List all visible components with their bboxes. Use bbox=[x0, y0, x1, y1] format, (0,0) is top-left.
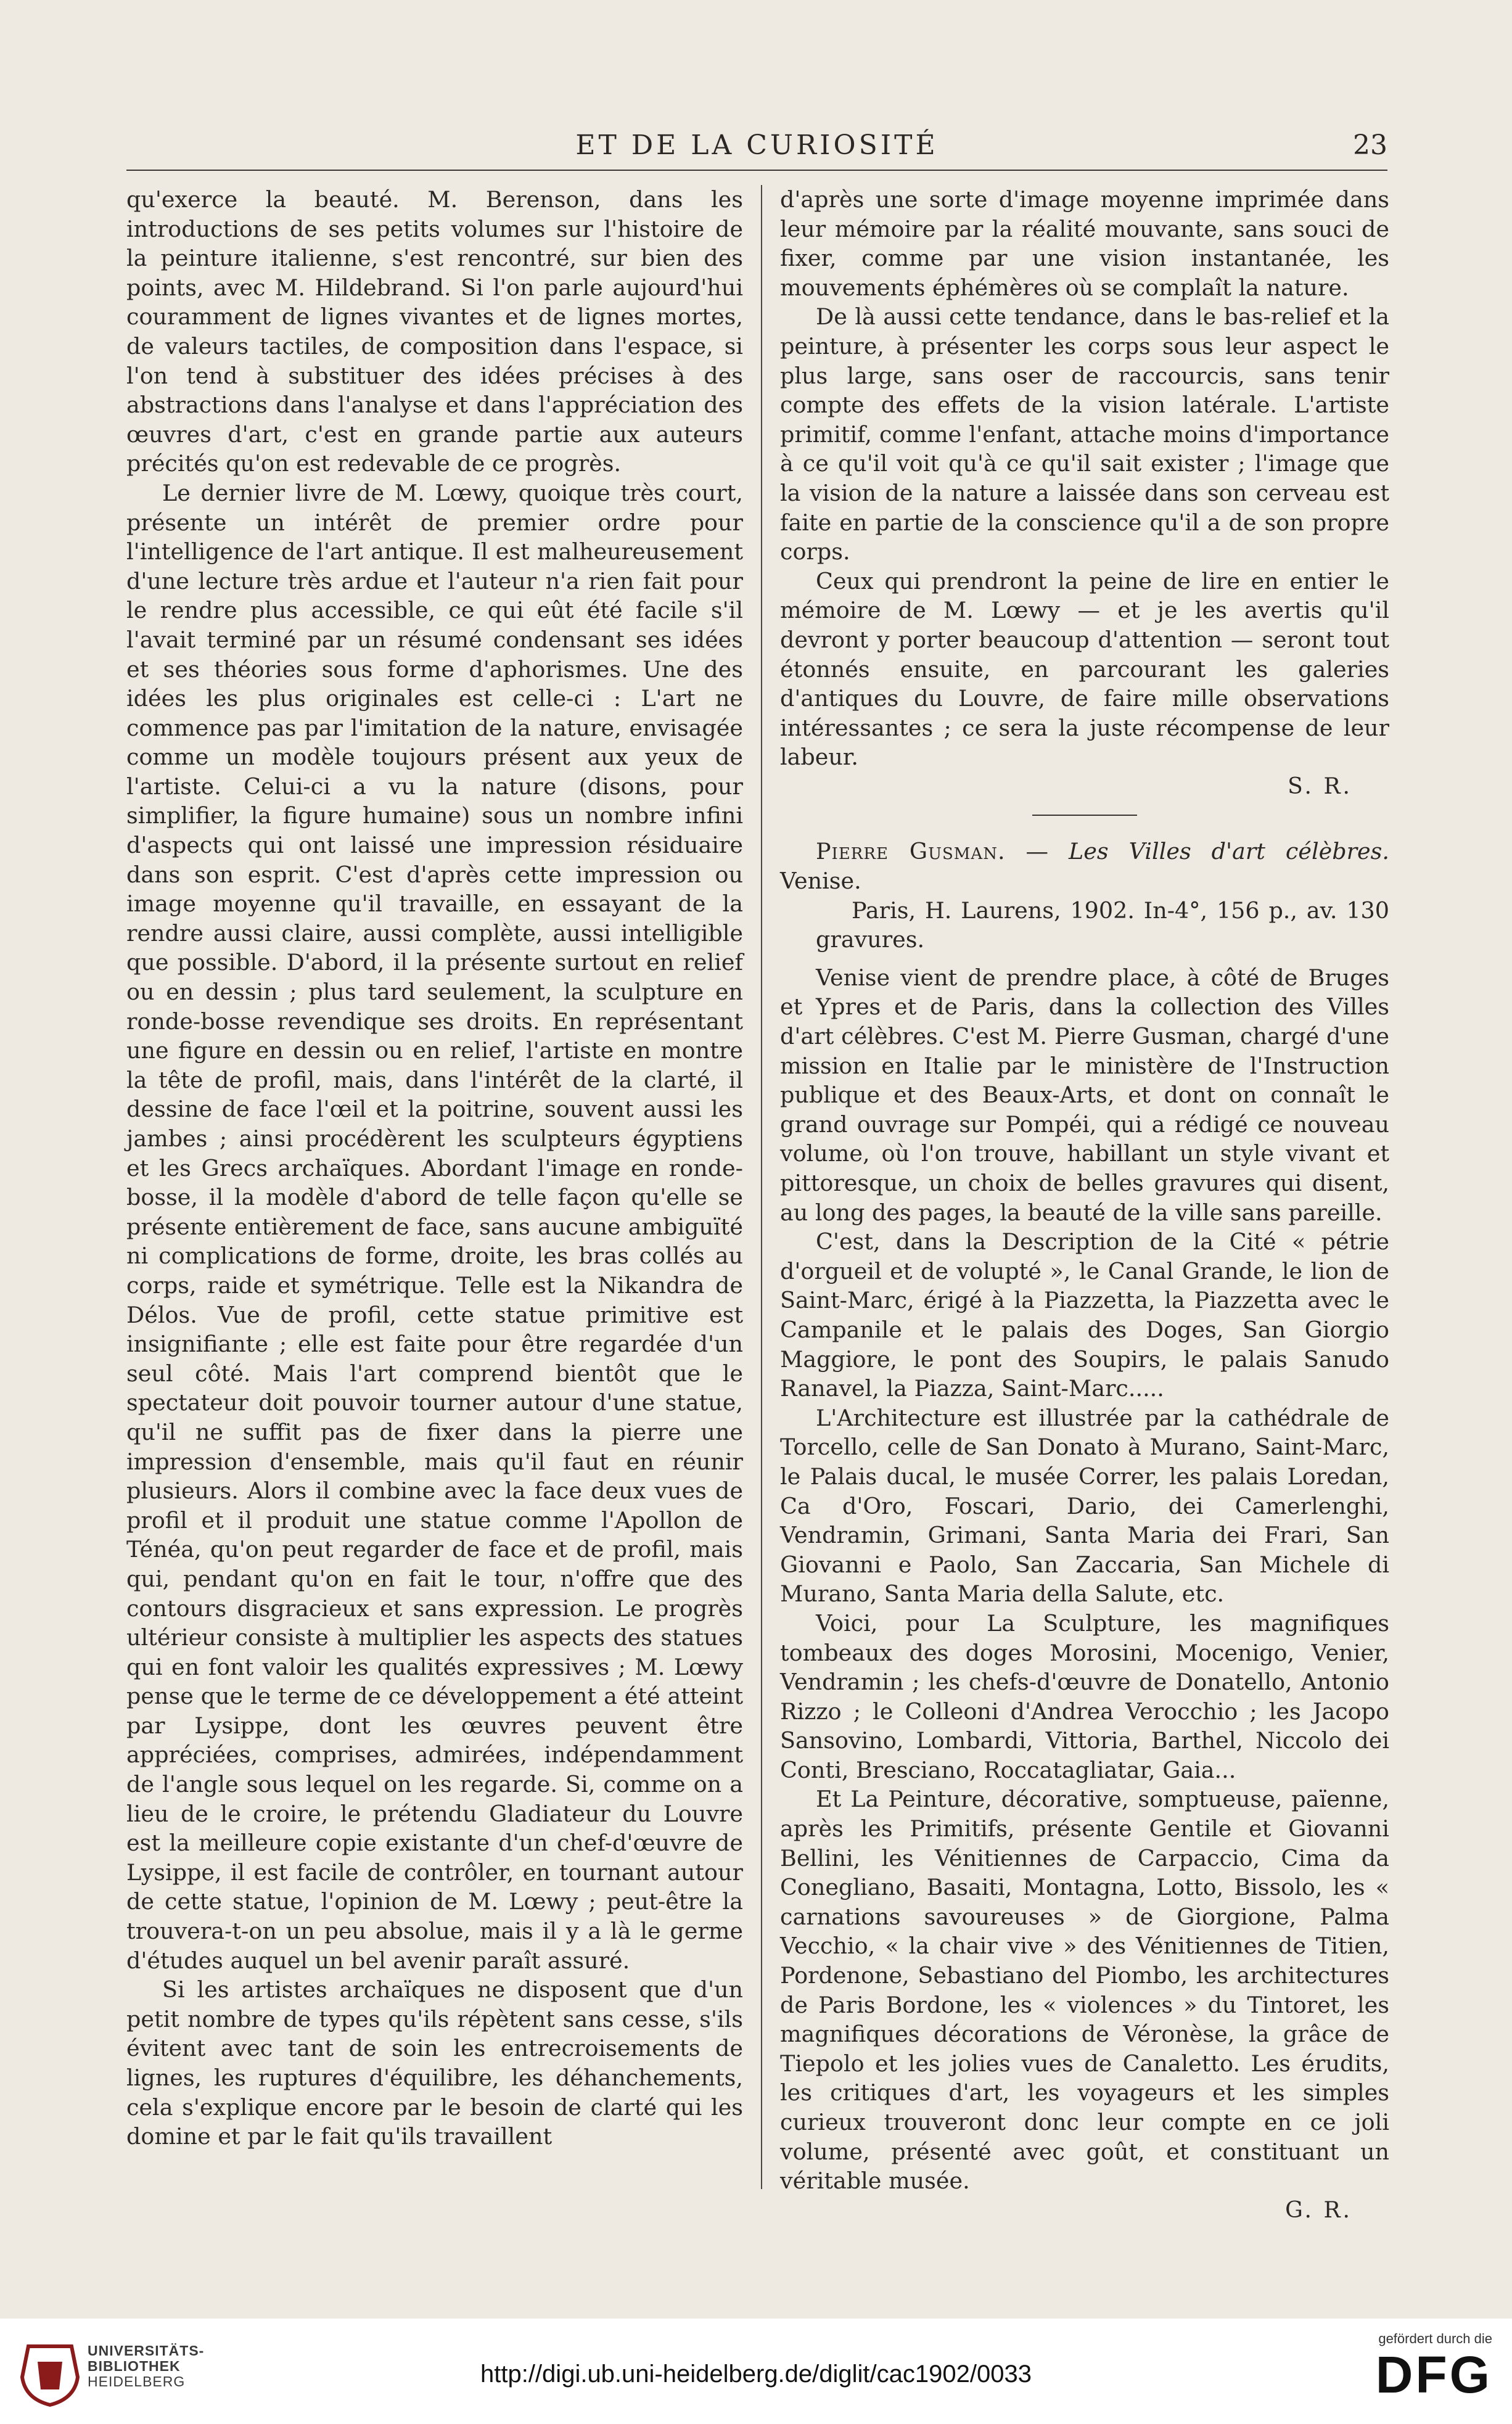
left-paragraph-2: Le dernier livre de M. Lœwy, quoique très court, présente un intérêt de premier ordre pour l'intelligence de l'art antique. Il est malheureusement d'une lecture très ardue et l'auteur n'a rien fait pour le rendre plus accessible, ce qui eût été facile s'il l'avait terminé par un résumé condensant ses idées et ses théories sous forme d'aphorismes. Une des idées les plus originales est celle-ci : L'art ne commence pas par l'imitation de la nature, envisagée comme un modèle toujours présent aux yeux de l'artiste. Celui-ci a vu la nature (disons, pour simplifier, la figure humaine) sous un nombre infini d'aspects qui ont laissé une impression résiduaire dans son esprit. C'est d'après cette impression ou image moyenne qu'il travaille, en essayant de la rendre aussi claire, aussi complète, aussi intelligible que possible. D'abord, il la présente surtout en relief ou en dessin ; plus tard seulement, la sculpture en ronde-bosse revendique ses droits. En représentant une figure en dessin ou en relief, l'artiste en montre la tête de profil, mais, dans l'intérêt de la clarté, il dessine de face l'œil et la poitrine, souvent aussi les jambes ; ainsi procédèrent les sculpteurs égyptiens et les Grecs archaïques. Abordant l'image en ronde-bosse, il la modèle d'abord de telle façon qu'elle se présente entièrement de face, sans aucune ambiguïté ni complications de forme, droite, les bras collés au corps, raide et symétrique. Telle est la Nikandra de Délos. Vue de profil, cette statue primitive est insignifiante ; elle est faite pour être regardée d'un seul côté. Mais l'art comprend bientôt que le spectateur doit pouvoir tourner autour d'une statue, qu'il ne suffit pas de fixer dans la pierre une impression d'ensemble, mais qu'il faut en réunir plusieurs. Alors il combine avec la face deux vues de profil et il produit une statue comme l'Apollon de Ténéa, qu'on peut regarder de face et de profil, mais qui, pendant qu'on en fait le tour, n'offre que des contours disgracieux et sans expression. Le progrès ultérieur consiste à multiplier les aspects des statues qui en font valoir les qualités expressives ; M. Lœwy pense que le terme de ce développement a été atteint par Lysippe, dont les œuvres peuvent être appréciées, comprises, admirées, indépendamment de l'angle sous lequel on les regarde. Si, comme on a lieu de le croire, le prétendu Gladiateur du Louvre est la meilleure copie existante d'un chef-d'œuvre de Lysippe, il est facile de contrôler, en tournant autour de cette statue, l'opinion de M. Lœwy ; peut-être la trouvera-t-on un peu absolue, mais il y a là le germe d'études auquel un bel avenir paraît assuré. bbox=[126, 479, 743, 1974]
right-paragraph-2: De là aussi cette tendance, dans le bas-relief et la peinture, à présenter les corps sous leur aspect le plus large, sans oser de raccourcis, sans tenir compte des effets de la vision latérale. L'artiste primitif, comme l'enfant, attache moins d'importance à ce qu'il voit qu'à ce qu'il sait exister ; l'image que la vision de la nature a laissée dans son cerveau est faite en partie de la conscience qu'il a de son propre corps. bbox=[780, 303, 1389, 565]
right-paragraph-3: Ceux qui prendront la peine de lire en entier le mémoire de M. Lœwy — et je les avertis qu'il devront y porter beaucoup d'attention — seront tout étonnés ensuite, en parcourant les galeries d'antiques du Louvre, de faire mille observations intéressantes ; ce sera la juste récompense de leur labeur. bbox=[780, 567, 1389, 771]
review-paragraph-5: Et La Peinture, décorative, somptueuse, païenne, après les Primitifs, présente Gentile et Giovanni Bellini, les Vénitiennes de Carpaccio, Cima da Conegliano, Basaiti, Montagna, Lotto, Bissolo, les « carnations savoureuses » de Giorgione, Palma Vecchio, « la chair vive » des Vénitiennes de Titien, Pordenone, Sebastiano del Piombo, les architectures de Paris Bordone, les « violences » du Tintoret, les magnifiques décorations de Véronèse, la grâce de Tiepolo et les jolies vues de Canaletto. Les érudits, les critiques d'art, les voyageurs et les simples curieux trouveront donc leur compte en ce joli volume, présenté avec goût, et constituant un véritable musée. bbox=[780, 1786, 1389, 2195]
review-paragraph-3: L'Architecture est illustrée par la cathédrale de Torcello, celle de San Donato à Murano, Saint-Marc, le Palais ducal, le musée Correr, les palais Loredan, Ca d'Oro, Foscari, Dario, dei Camerlenghi, Vendramin, Grimani, Santa Maria dei Frari, San Giovanni e Paolo, San Zaccaria, San Michele di Murano, Santa Maria della Salute, etc. bbox=[780, 1404, 1389, 1608]
source-url-link[interactable]: http://digi.ub.uni-heidelberg.de/diglit/cac1902/0033 bbox=[480, 2360, 1032, 2388]
left-paragraph-3: Si les artistes archaïques ne disposent que d'un petit nombre de types qu'ils répètent sans cesse, s'ils évitent avec tant de soin les entrecroisements de lignes, les ruptures d'équilibre, les déhanchements, cela s'explique encore par le besoin de clarté qui les domine et par le fait qu'ils travaillent bbox=[126, 1976, 743, 2150]
review-heading bbox=[780, 837, 1389, 954]
right-column bbox=[780, 185, 1389, 2225]
review-author: Pierre Gusman. bbox=[816, 838, 1006, 865]
institution-line-3: HEIDELBERG bbox=[88, 2373, 186, 2389]
column-divider bbox=[761, 185, 762, 2189]
review-details: Paris, H. Laurens, 1902. In-4°, 156 p., av. 130 gravures. bbox=[816, 897, 1389, 953]
dfg-logo: DFG bbox=[1375, 2346, 1492, 2404]
review-title: Les Villes d'art célèbres. bbox=[1069, 838, 1389, 865]
review-dash: — bbox=[1005, 838, 1069, 865]
institution-line-2: BIBLIOTHEK bbox=[88, 2358, 181, 2374]
footer-bar bbox=[0, 2319, 1512, 2424]
institution-line-1: UNIVERSITÄTS- bbox=[88, 2343, 205, 2359]
signature-gr: G. R. bbox=[1285, 2197, 1352, 2223]
page-header bbox=[126, 129, 1387, 166]
right-paragraph-1: d'après une sorte d'image moyenne imprimée dans leur mémoire par la réalité mouvante, sans souci de fixer, comme par une vision instantanée, les mouvements éphémères où se complaît la nature. bbox=[780, 186, 1389, 301]
review-paragraph-1: Venise vient de prendre place, à côté de Bruges et Ypres et de Paris, dans la collection des Villes d'art célèbres. C'est M. Pierre Gusman, chargé d'une mission en Italie par le ministère de l'Instruction publique et des Beaux-Arts, et dont on connaît le grand ouvrage sur Pompéi, qui a rédigé ce nouveau volume, où l'on trouve, habillant un style vivant et pittoresque, un choix de belles gravures qui disent, au long des pages, la beauté de la ville sans pareille. bbox=[780, 964, 1389, 1226]
signature-sr: S. R. bbox=[1288, 773, 1352, 799]
running-title: ET DE LA CURIOSITÉ bbox=[575, 129, 939, 161]
header-rule bbox=[126, 170, 1387, 171]
review-paragraph-2: C'est, dans la Description de la Cité « pétrie d'orgueil et de volupté », le Canal Grande, le lion de Saint-Marc, érigé à la Piazzetta, la Piazzetta avec le Campanile et le palais des Doges, San Giorgio Maggiore, le pont des Soupirs, le palais Sanudo Ranavel, la Piazza, Saint-Marc..... bbox=[780, 1228, 1389, 1402]
review-subject: Venise. bbox=[780, 868, 861, 895]
sponsor-block bbox=[1350, 2331, 1492, 2402]
left-paragraph-1: qu'exerce la beauté. M. Berenson, dans les introductions de ses petits volumes sur l'histoire de la peinture italienne, s'est rencontré, sur bien des points, avec M. Hildebrand. Si l'on parle aujourd'hui couramment de lignes vivantes et de lignes mortes, de valeurs tactiles, de composition dans l'espace, si l'on tend à substituer des idées précises à des abstractions dans l'analyse et dans l'appréciation des œuvres d'art, c'est en grande partie aux auteurs précités qu'on est redevable de ce progrès. bbox=[126, 186, 743, 477]
page-number: 23 bbox=[1353, 129, 1387, 161]
left-column bbox=[126, 185, 743, 2151]
review-paragraph-4: Voici, pour La Sculpture, les magnifiques tombeaux des doges Morosini, Mocenigo, Venier, Vendramin ; les chefs-d'œuvre de Donatello, Antonio Rizzo ; le Colleoni d'Andrea Verocchio ; les Jacopo Sansovino, Lombardi, Vittoria, Barthel, Niccolo dei Conti, Bresciano, Roccatagliatar, Gaia... bbox=[780, 1609, 1389, 1783]
section-separator bbox=[1032, 815, 1137, 816]
sponsor-label: gefördert durch die bbox=[1378, 2331, 1492, 2346]
